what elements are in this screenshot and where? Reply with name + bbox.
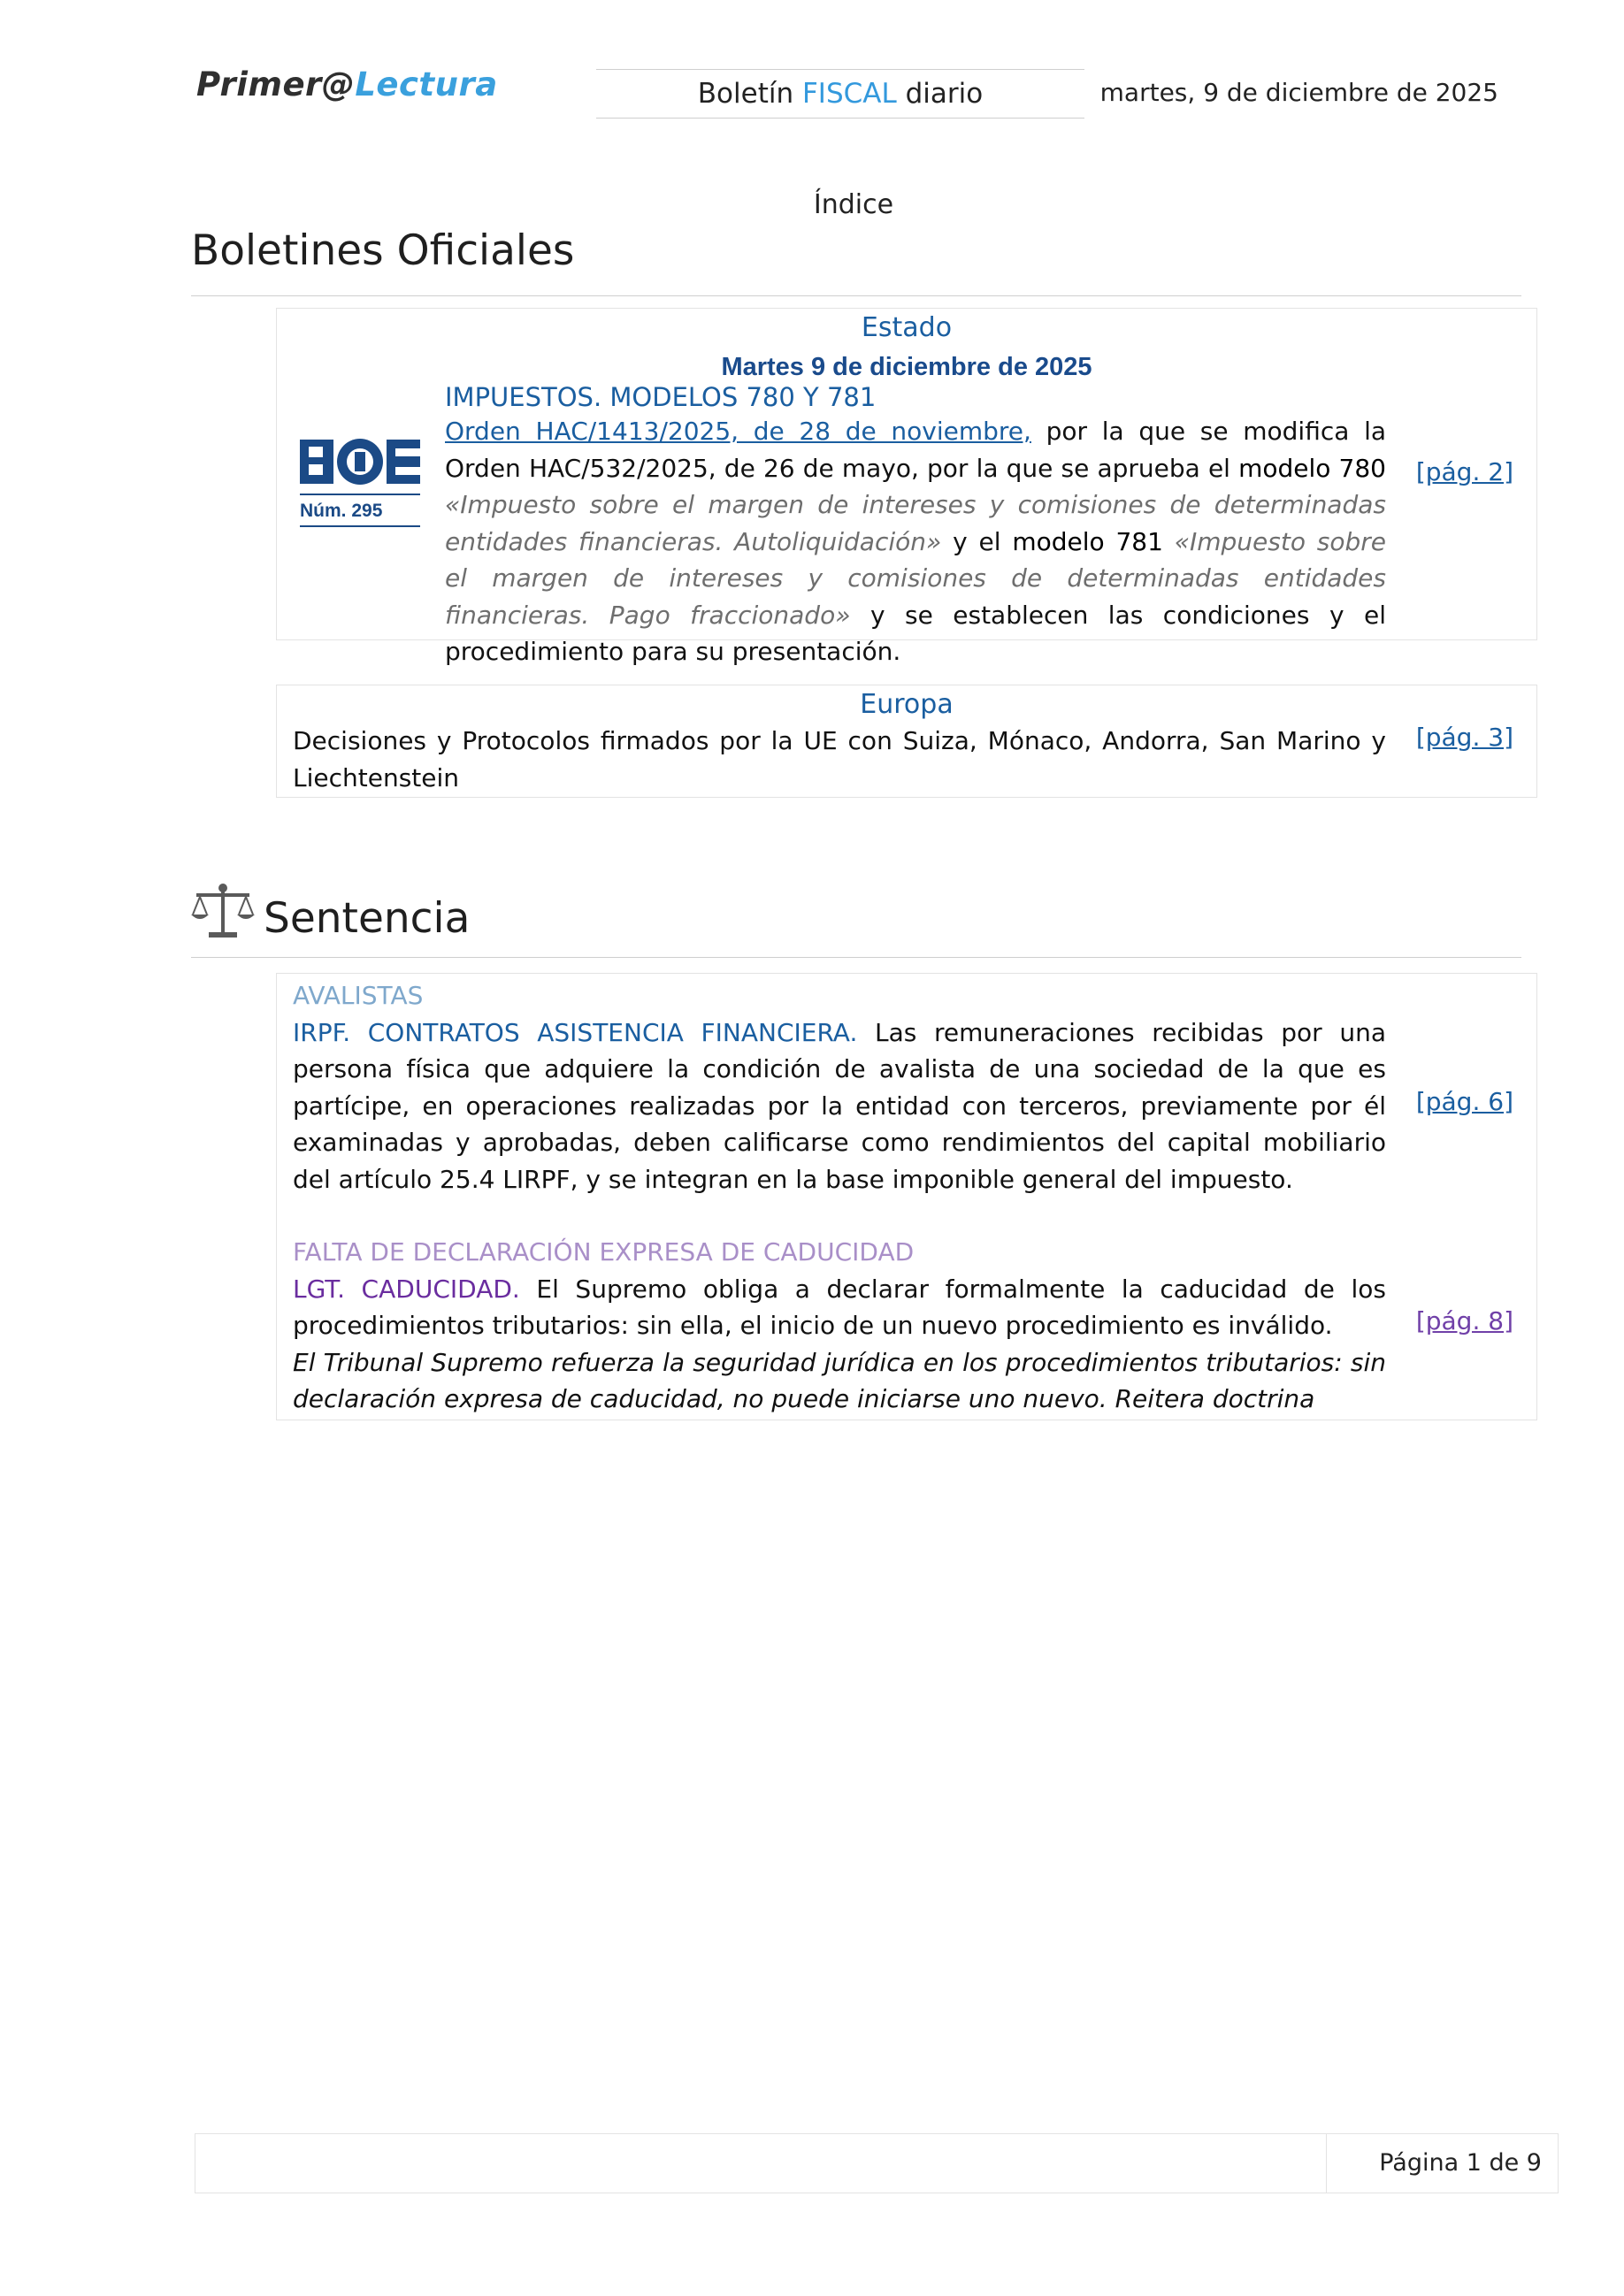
item-lead: LGT. CADUCIDAD. bbox=[293, 1274, 520, 1304]
logo-part-1: Primer@ bbox=[196, 65, 356, 103]
estado-first-lines bbox=[445, 413, 1386, 670]
page-footer bbox=[195, 2133, 1559, 2193]
section-heading-boletines bbox=[191, 226, 1521, 296]
sentencia-item-caducidad bbox=[293, 1234, 1386, 1418]
sentencia-item-avalistas bbox=[293, 977, 1386, 1198]
estado-text-3: y se establecen las condiciones y el procedimiento para su presentación. bbox=[445, 600, 1386, 666]
europa-page-link[interactable]: [pág. 3] bbox=[1415, 723, 1513, 752]
section-heading-sentencia bbox=[191, 881, 1521, 958]
modelo-781-desc: «Impuesto sobre el margen de intereses y comisiones de determinadas entidades financieras. Pago fraccionado» bbox=[445, 526, 1386, 630]
bulletin-title bbox=[596, 69, 1084, 119]
title-pre: Boletín bbox=[697, 78, 802, 110]
logo-part-2: Lectura bbox=[355, 65, 498, 103]
title-highlight: FISCAL bbox=[801, 78, 897, 110]
estado-topic: IMPUESTOS. MODELOS 780 Y 781 bbox=[445, 382, 877, 412]
europa-text: Decisiones y Protocolos firmados por la UE con Suiza, Mónaco, Andorra, San Marino y Liechtenstein bbox=[293, 726, 1386, 792]
boletines-heading-text: Boletines Oficiales bbox=[191, 226, 575, 275]
boe-num: Núm. 295 bbox=[300, 501, 383, 521]
modelo-781: modelo 781 bbox=[1012, 526, 1163, 556]
boe-date-line: Martes 9 de diciembre de 2025 bbox=[721, 353, 1092, 381]
header-date: martes, 9 de diciembre de 2025 bbox=[1099, 78, 1498, 107]
primera-lectura-logo bbox=[196, 65, 498, 103]
item-text: Las remuneraciones recibidas por una persona física que adquiere la condición de avalista de una sociedad de la que es partícipe, en operaciones realizadas por la entidad con terceros, previamente por él examinadas y aprobadas, deben calificarse como rendimientos del capital mobiliario del artículo 25.4 LIRPF, y se integran en la base imponible general del impuesto. bbox=[293, 1017, 1386, 1194]
estado-page-link[interactable]: [pág. 2] bbox=[1415, 457, 1513, 486]
title-post: diario bbox=[896, 78, 984, 110]
estado-text-1: por la que se modifica la Orden HAC/532/2025, de 26 de mayo, por la que se aprueba el bbox=[445, 417, 1387, 483]
estado-box bbox=[276, 308, 1537, 666]
orden-link[interactable]: Orden HAC/1413/2025, de 28 de noviembre, bbox=[445, 417, 1031, 446]
item-lead: IRPF. CONTRATOS ASISTENCIA FINANCIERA. bbox=[293, 1017, 858, 1047]
europa-box bbox=[276, 685, 1537, 798]
estado-entry bbox=[293, 381, 1386, 670]
item-category: FALTA DE DECLARACIÓN EXPRESA DE CADUCIDAD bbox=[293, 1237, 915, 1267]
item-category: AVALISTAS bbox=[293, 981, 424, 1010]
item-text: El Supremo obliga a declarar formalmente la caducidad de los procedimientos tributarios: sin ella, el inicio de un nuevo procedimiento es inválido. bbox=[293, 1274, 1386, 1340]
modelo-780-desc: «Impuesto sobre el margen de intereses y comisiones de determinadas entidades financieras. Autoliquidación» bbox=[445, 490, 1386, 556]
item-italic-summary: El Tribunal Supremo refuerza la seguridad jurídica en los procedimientos tributarios: sin declaración expresa de caducidad, no puede iniciarse uno nuevo. Reitera doctrina bbox=[293, 1347, 1386, 1413]
scales-icon bbox=[191, 881, 255, 941]
europa-label: Europa bbox=[860, 689, 954, 720]
sentencia-box bbox=[276, 973, 1537, 1420]
caducidad-page-link[interactable]: [pág. 8] bbox=[1415, 1306, 1513, 1336]
page-number: Página 1 de 9 bbox=[1326, 2134, 1558, 2193]
avalistas-page-link[interactable]: [pág. 6] bbox=[1415, 1087, 1513, 1116]
sentencia-heading-text: Sentencia bbox=[264, 894, 471, 943]
index-label: Índice bbox=[813, 189, 894, 220]
estado-label: Estado bbox=[861, 312, 953, 343]
modelo-780: modelo 780 bbox=[1238, 453, 1386, 483]
estado-text-2: y el bbox=[941, 526, 1013, 556]
